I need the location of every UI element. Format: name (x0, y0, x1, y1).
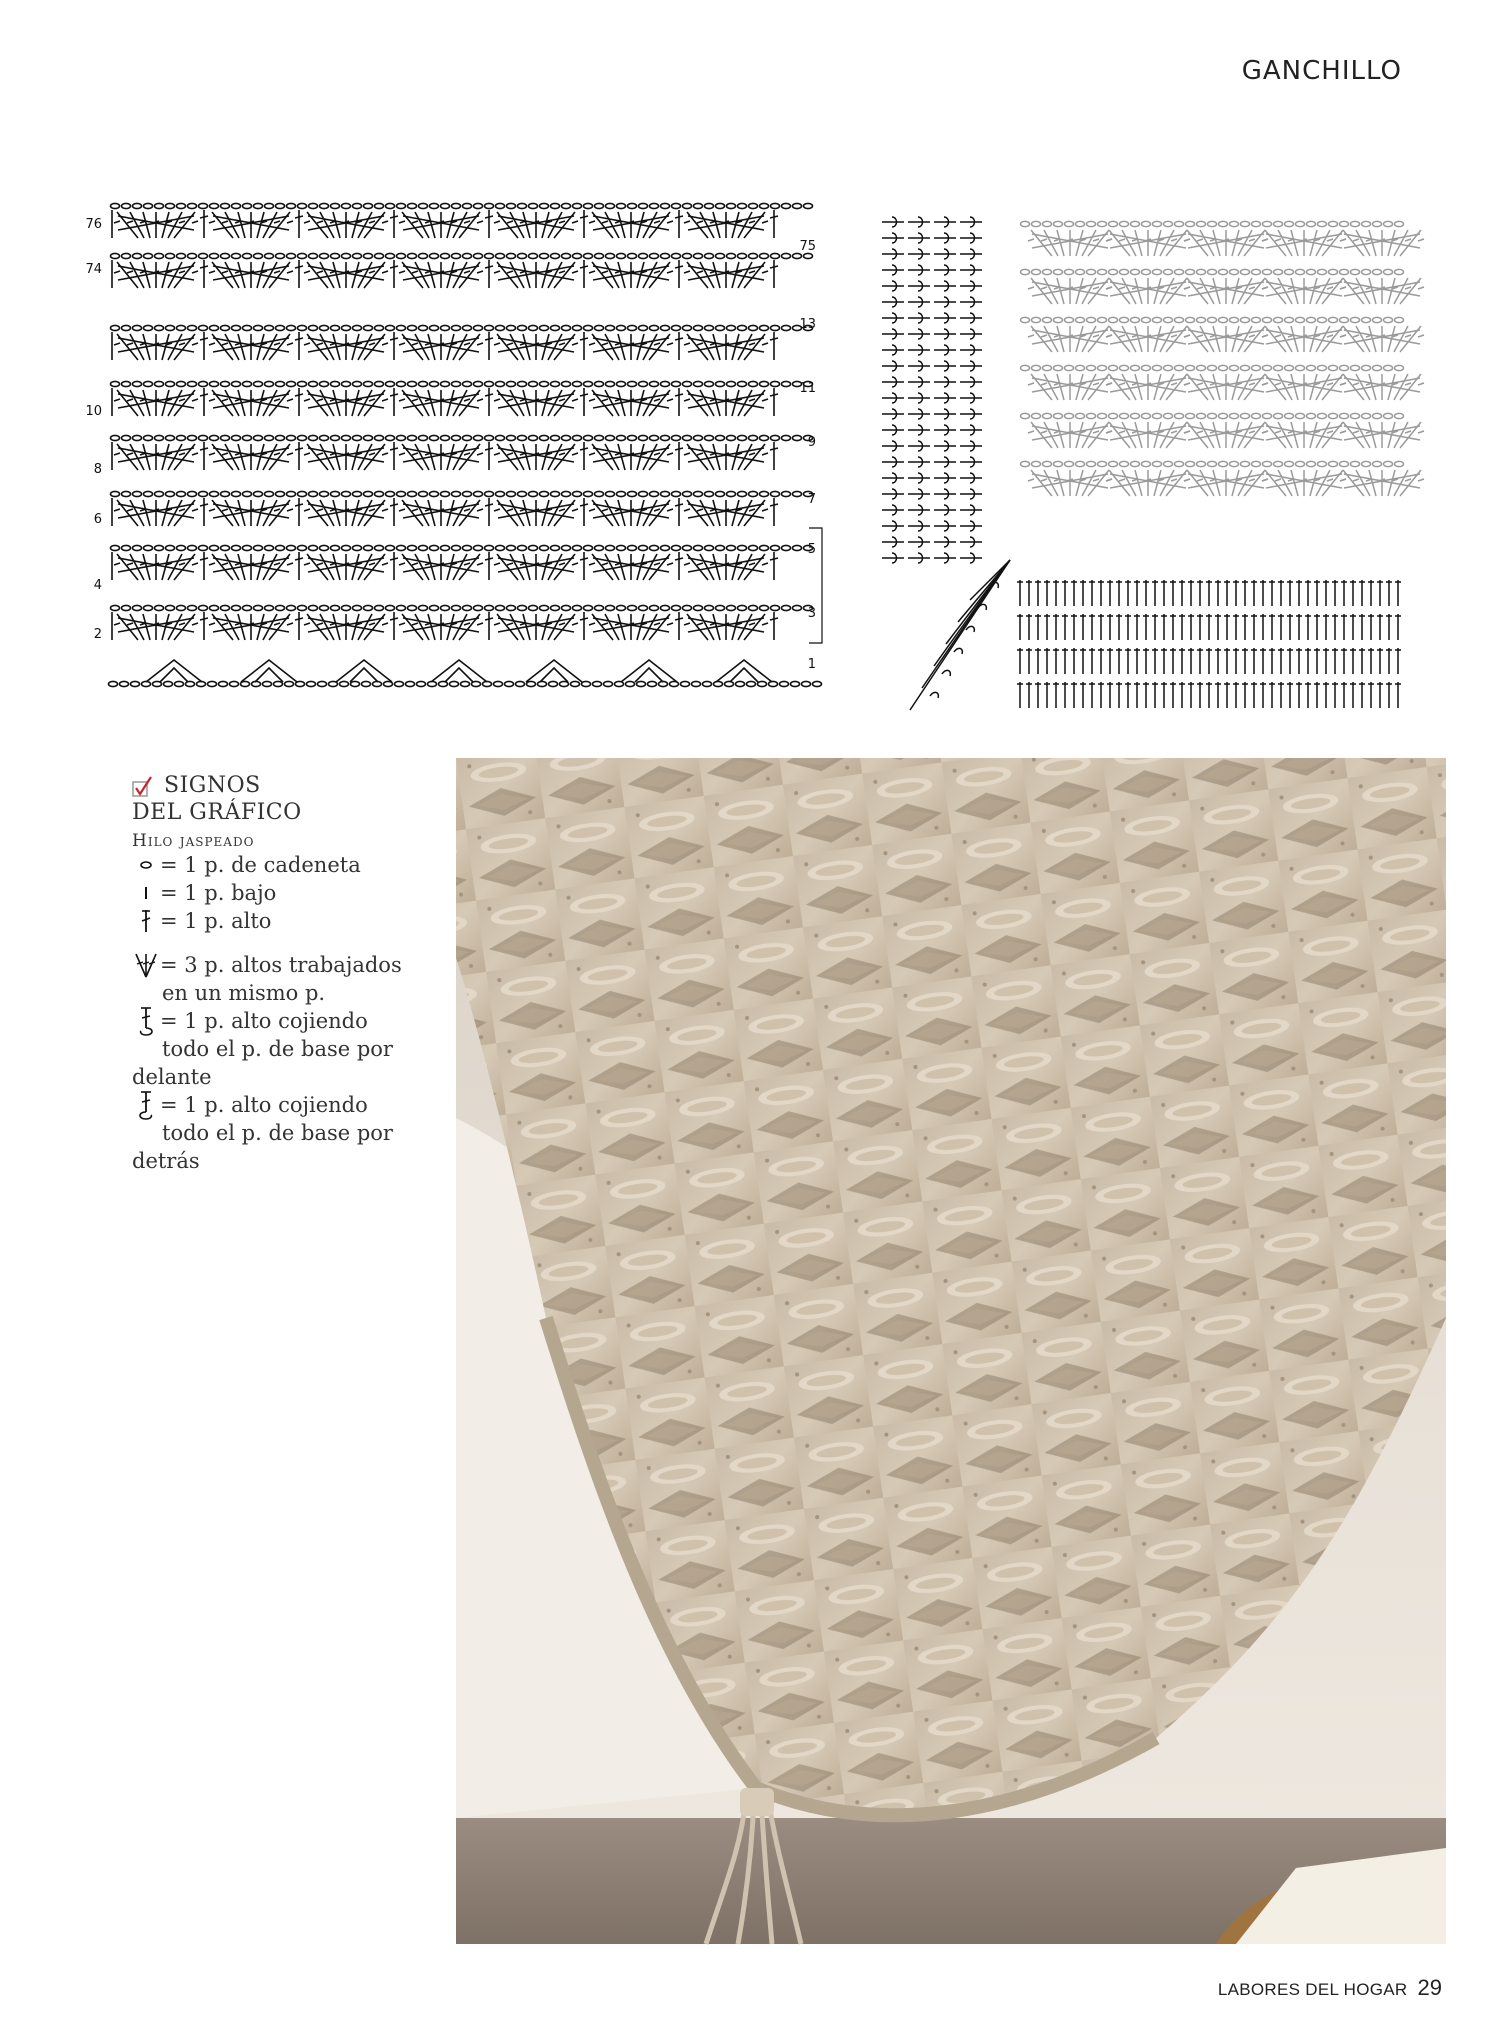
row-label-2: 2 (93, 627, 102, 642)
row-label-3: 3 (807, 606, 816, 621)
row-label-5: 5 (807, 542, 816, 557)
legend-text-chain: = 1 p. de cadeneta (160, 853, 361, 877)
checkbox-icon (132, 776, 154, 798)
three-dc-same-stitch-icon (132, 951, 160, 979)
legend-item-single-crochet (132, 879, 432, 907)
legend-text-cluster-2: en un mismo p. (162, 981, 326, 1005)
front-post-dc-icon (132, 1007, 160, 1035)
row-label-76: 76 (85, 217, 102, 232)
row-label-4: 4 (93, 578, 102, 593)
legend-title-line2: DEL GRÁFICO (132, 800, 302, 825)
legend-text-front-post-2: todo el p. de base por (162, 1037, 393, 1061)
chain-stitch-icon (132, 851, 160, 879)
blanket-photo (456, 758, 1446, 1944)
page-footer (1218, 1975, 1442, 2001)
legend-item-chain (132, 851, 432, 879)
row-label-11: 11 (799, 381, 816, 396)
row-label-8: 8 (93, 462, 102, 477)
chart-legend (132, 772, 432, 1175)
single-crochet-icon (132, 879, 160, 907)
section-title: GANCHILLO (1241, 56, 1402, 86)
stitch-chart-main (85, 198, 824, 692)
legend-text-back-post-2: todo el p. de base por (162, 1121, 393, 1145)
legend-text-cluster-1: = 3 p. altos trabajados (160, 953, 402, 977)
legend-item-back-post (132, 1091, 432, 1119)
legend-text-front-post-1: = 1 p. alto cojiendo (160, 1009, 368, 1033)
stitch-chart-corner (870, 210, 1410, 720)
row-label-75: 75 (799, 239, 816, 254)
legend-text-back-post-1: = 1 p. alto cojiendo (160, 1093, 368, 1117)
page-number: 29 (1417, 1975, 1442, 2000)
magazine-name: LABORES DEL HOGAR (1217, 1980, 1408, 1999)
row-label-13: 13 (799, 317, 816, 332)
row-label-74: 74 (85, 262, 102, 277)
legend-title-line1: SIGNOS (164, 773, 261, 798)
legend-item-front-post (132, 1007, 432, 1035)
row-label-7: 7 (807, 492, 816, 507)
row-label-6: 6 (93, 512, 102, 527)
legend-text-single-crochet: = 1 p. bajo (160, 881, 277, 905)
legend-item-cluster (132, 951, 432, 979)
row-label-1: 1 (807, 657, 816, 672)
legend-item-double-crochet (132, 907, 432, 935)
legend-text-double-crochet: = 1 p. alto (160, 909, 272, 933)
row-label-9: 9 (807, 435, 816, 450)
legend-subtitle: Hilo jaspeado (132, 831, 255, 851)
legend-text-back-post-3: detrás (132, 1149, 200, 1173)
back-post-dc-icon (132, 1091, 160, 1119)
row-label-10: 10 (85, 404, 102, 419)
legend-text-front-post-3: delante (132, 1065, 212, 1089)
double-crochet-icon (132, 907, 160, 935)
